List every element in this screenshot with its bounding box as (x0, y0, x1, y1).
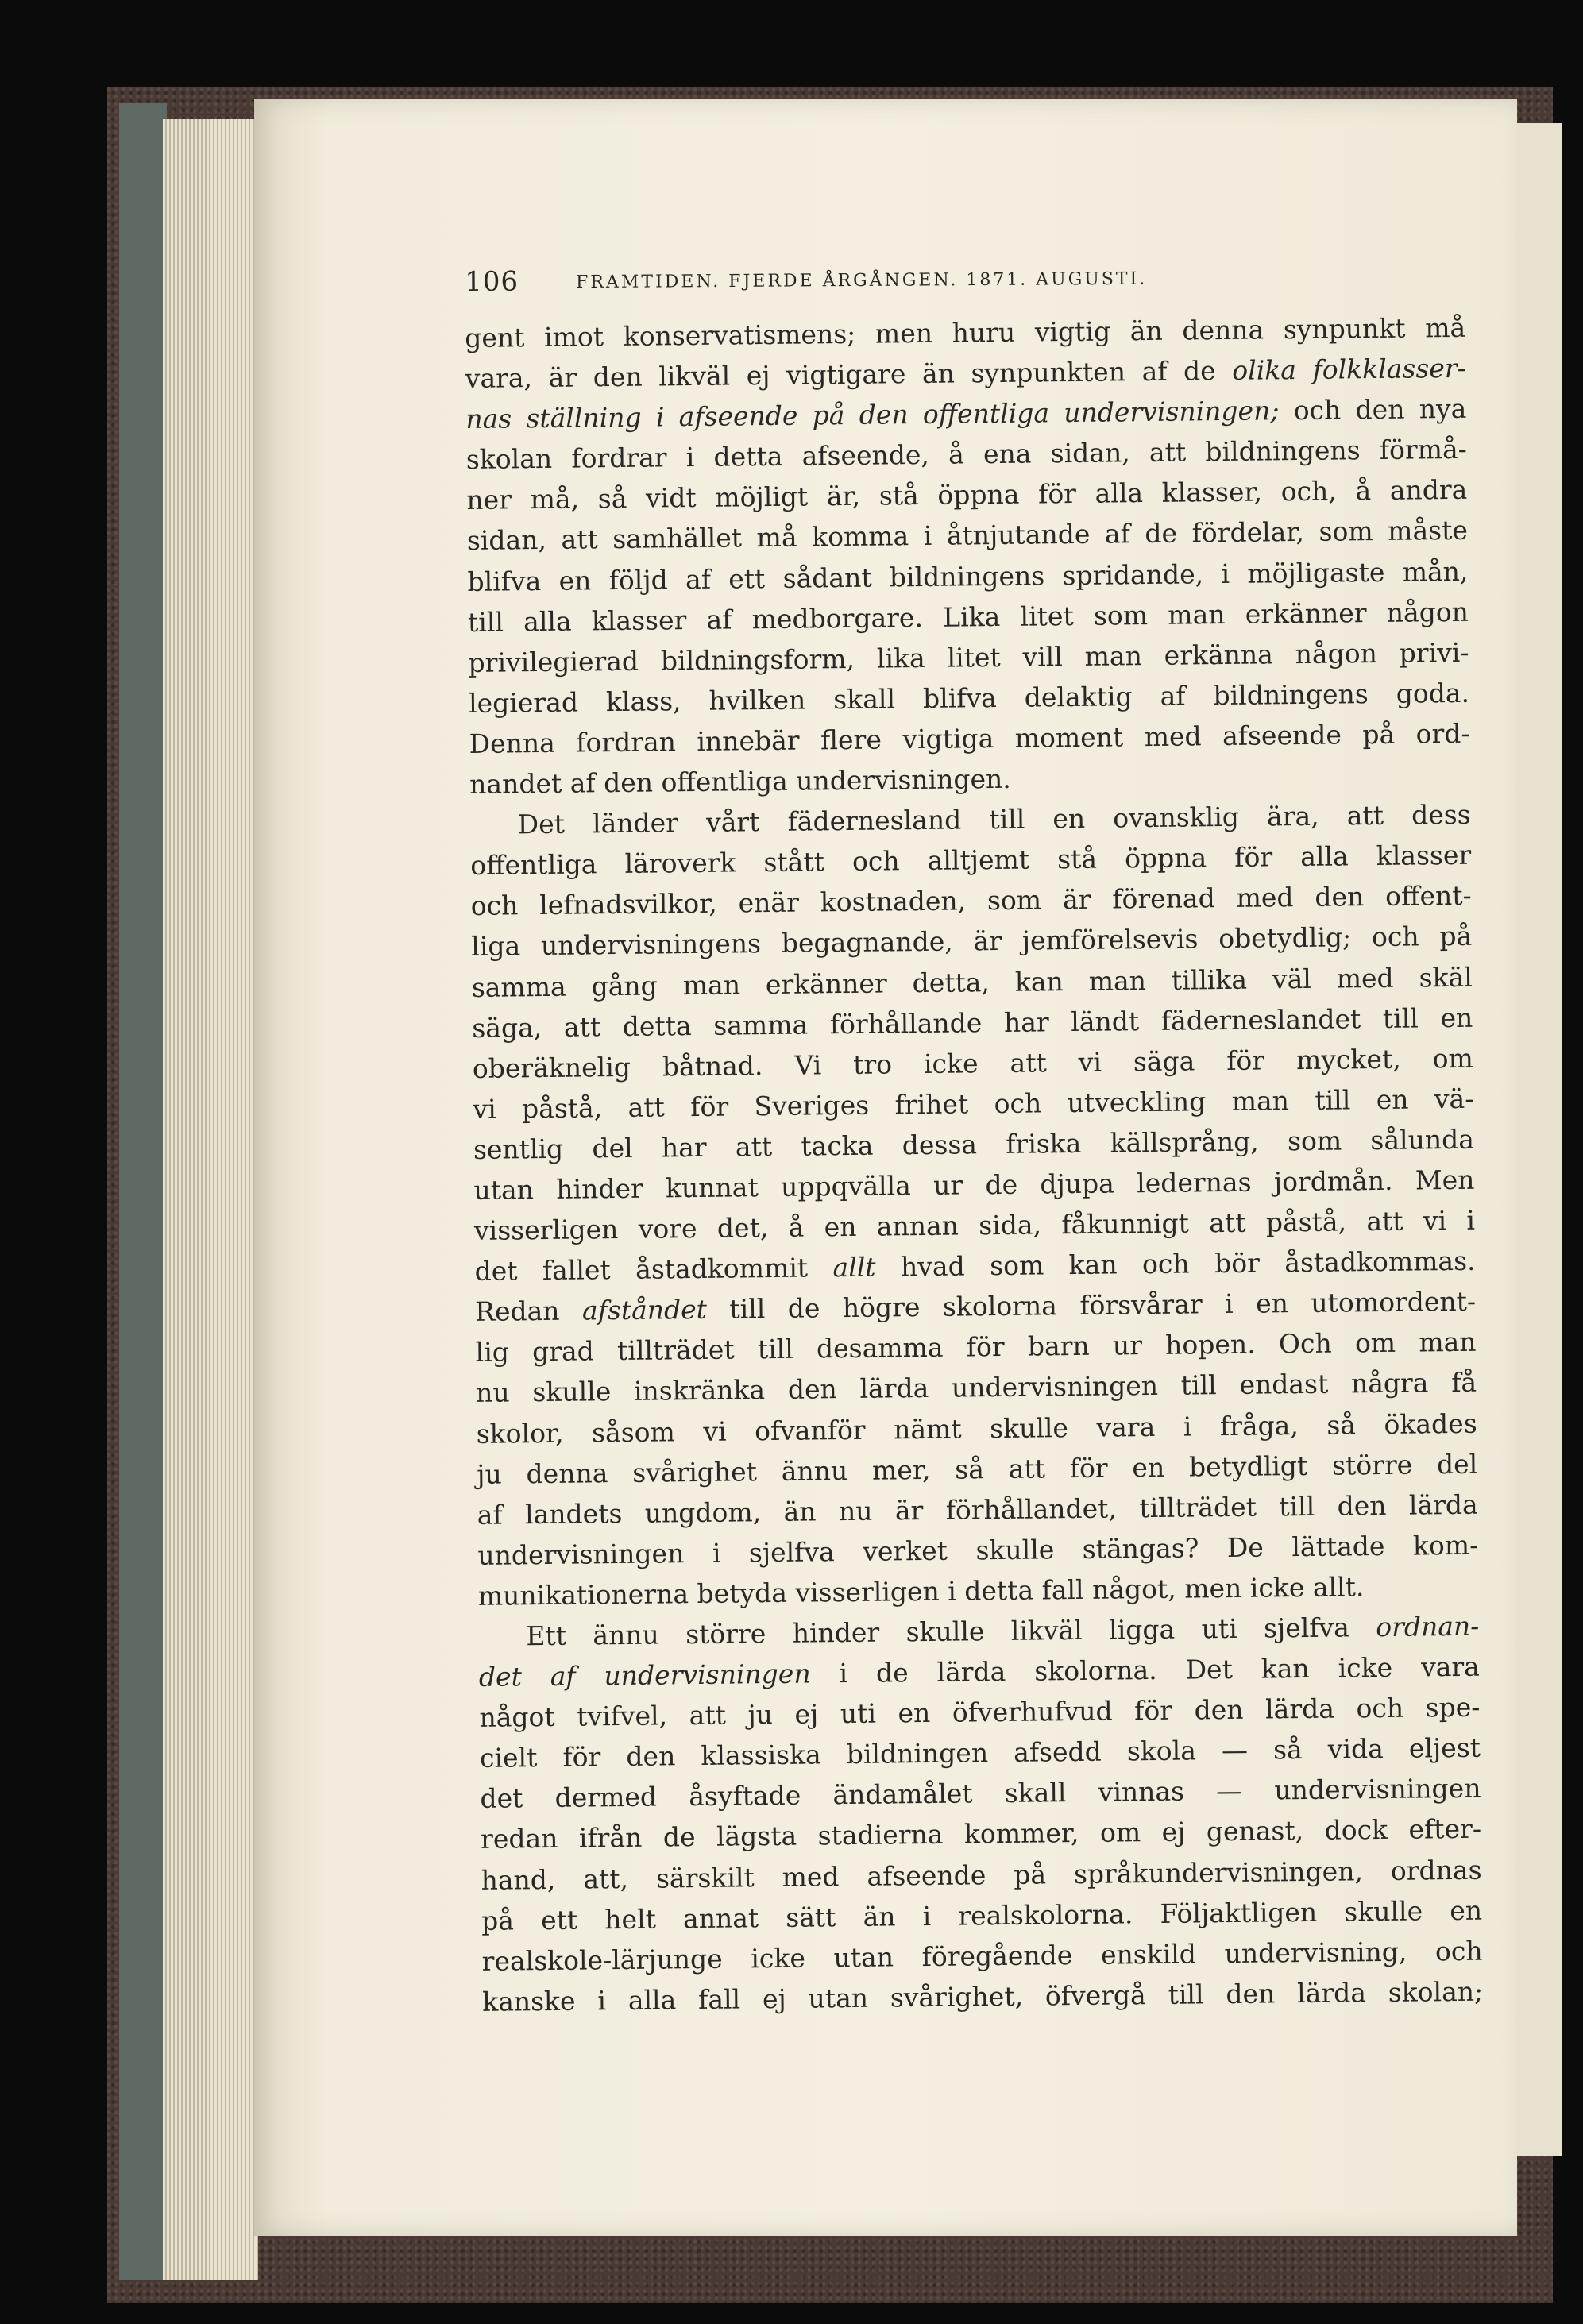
text-span: cielt för den klassiska bildningen afsedd skola — så vida eljest (479, 1731, 1481, 1774)
text-span: i de lärda skolorna. Det kan icke vara (810, 1650, 1481, 1689)
text-span: kanske i alla fall ej utan svårighet, öfvergå till den lärda skolan; (481, 1975, 1484, 2017)
text-span: vara, är den likväl ej vigtigare än synpunkten af de (465, 354, 1233, 395)
italic-span: det af undervisningen (478, 1658, 811, 1693)
text-span: realskole-lärjunge icke utan föregående enskild undervisning, och (481, 1935, 1483, 1977)
text-span: säga, att detta samma förhållande har ländt fäderneslandet till en (472, 1002, 1473, 1044)
text-span: utan hinder kunnat uppqvälla ur de djupa ledernas jordmån. Men (473, 1164, 1475, 1206)
text-span: ner må, så vidt möjligt är, stå öppna för alla klasser, och, å andra (466, 474, 1468, 516)
text-span: och lefnadsvilkor, enär kostnaden, som är förenad med den offent- (470, 880, 1472, 922)
text-span: munikationerna betyda visserligen i detta fall något, men icke allt. (477, 1571, 1365, 1612)
page-block-edge (163, 119, 258, 2280)
text-span: ju denna svårighet ännu mer, så att för en betydligt större del (477, 1448, 1478, 1490)
text-span: sentlig del har att tacka dessa friska källsprång, som sålunda (473, 1123, 1475, 1165)
italic-span: ordnan- (1376, 1610, 1480, 1643)
text-span: till de högre skolorna försvårar i en utomordent- (706, 1285, 1477, 1326)
text-span: till alla klasser af medborgare. Lika litet som man erkänner någon (467, 596, 1469, 638)
italic-span: allt (832, 1251, 876, 1284)
text-span: nandet af den offentliga undervisningen. (469, 762, 1011, 800)
text-span: Denna fordran innebär flere vigtiga moment med afseende på ord- (469, 717, 1470, 759)
text-span: undervisningen i sjelfva verket skulle stängas? De lättade kom- (477, 1529, 1479, 1571)
italic-span: olika folkklasser- (1232, 352, 1466, 386)
book-spine-cloth (119, 103, 167, 2280)
text-span: hand, att, särskilt med afseende på språkundervisningen, ordnas (481, 1854, 1482, 1896)
text-span: offentliga läroverk stått och alltjemt stå öppna för alla klasser (470, 839, 1472, 882)
text-span: det dermed åsyftade ändamålet skall vinnas — undervisningen (480, 1773, 1481, 1815)
text-span: visserligen vore det, å en annan sida, fåkunnigt att påstå, att vi i (473, 1204, 1476, 1246)
text-span: vi påstå, att för Sveriges frihet och utveckling man till en vä- (473, 1083, 1474, 1125)
text-span: skolan fordrar i detta afseende, å ena sidan, att bildningens förmå- (465, 434, 1468, 476)
text-span: lig grad tillträdet till desamma för barn ur hopen. Och om man (475, 1326, 1477, 1369)
next-page-edge (1513, 123, 1562, 2156)
page-number: 106 (465, 265, 519, 298)
text-span: något tvifvel, att ju ej uti en öfverhufvud för den lärda och spe- (479, 1691, 1481, 1734)
text-span: privilegierad bildningsform, lika litet vill man erkänna någon privi- (468, 636, 1469, 678)
text-span: skolor, såsom vi ofvanför nämt skulle vara i fråga, så ökades (476, 1407, 1477, 1450)
running-header (465, 260, 1489, 306)
body-text (465, 307, 1483, 2022)
text-span: redan ifrån de lägsta stadierna kommer, om ej genast, dock efter- (480, 1813, 1482, 1855)
text-span: det fallet åstadkommit (474, 1252, 833, 1287)
text-span: Ett ännu större hinder skulle likväl ligga uti sjelfva (526, 1612, 1376, 1652)
text-span: gent imot konservatismens; men huru vigtig än denna synpunkt må (465, 311, 1466, 353)
text-span: af landets ungdom, än nu är förhållandet, tillträdet till den lärda (477, 1488, 1478, 1531)
text-span: samma gång man erkänner detta, kan man tillika väl med skäl (471, 961, 1473, 1003)
text-span: blifva en följd af ett sådant bildningens spridande, i möjligaste mån, (467, 555, 1469, 597)
text-span: Det länder vårt fädernesland till en ovansklig ära, att dess (517, 798, 1471, 840)
header-title: FRAMTIDEN. FJERDE ÅRGÅNGEN. 1871. AUGUSTI. (576, 268, 1148, 293)
italic-span: nas ställning i afseende på den offentliga undervisningen; (465, 395, 1280, 435)
text-span: liga undervisningens begagnande, är jemförelsevis obetydlig; och på (471, 921, 1473, 963)
text-span: och den nya (1279, 392, 1467, 427)
book-page (254, 99, 1517, 2236)
text-span: hvad som kan och bör åstadkommas. (875, 1245, 1476, 1283)
text-span: på ett helt annat sätt än i realskolorna. Följaktligen skulle en (481, 1894, 1483, 1936)
text-span: Redan (474, 1295, 583, 1328)
text-span: nu skulle inskränka den lärda undervisningen till endast några få (475, 1367, 1477, 1409)
italic-span: afståndet (581, 1294, 708, 1326)
text-span: oberäknelig båtnad. Vi tro icke att vi säga för mycket, om (472, 1042, 1474, 1084)
text-span: legierad klass, hvilken skall blifva delaktig af bildningens goda. (468, 677, 1470, 719)
text-span: sidan, att samhället må komma i åtnjutande af de fördelar, som måste (466, 515, 1469, 557)
